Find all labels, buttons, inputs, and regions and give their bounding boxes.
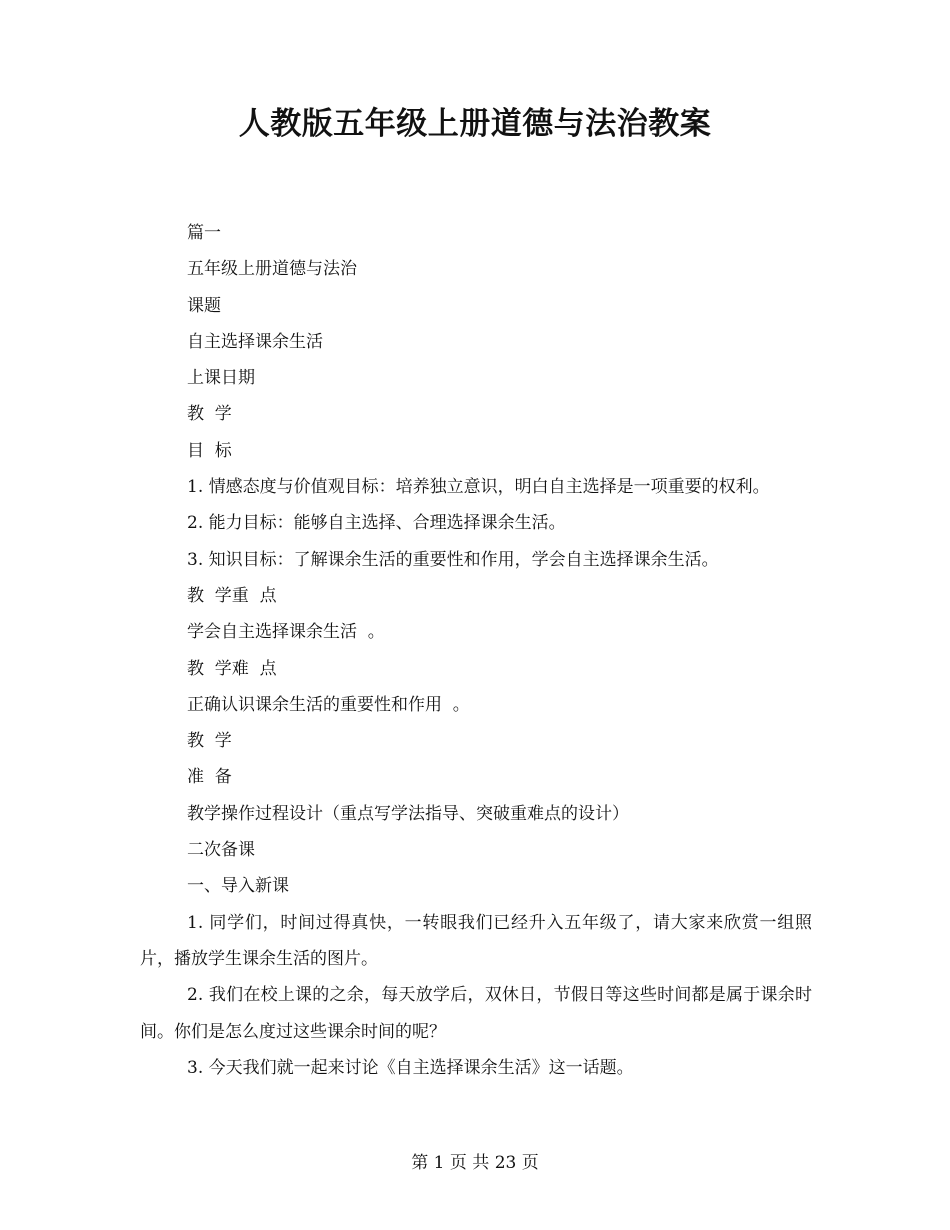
paragraph: 课题	[187, 295, 221, 316]
paragraph: 准 备	[187, 767, 232, 788]
paragraph: 二次备课	[187, 840, 255, 861]
paragraph: 2. 能力目标：能够自主选择、合理选择课余生活。	[187, 513, 566, 534]
paragraph: 五年级上册道德与法治	[187, 259, 357, 280]
paragraph: 教 学重 点	[187, 585, 277, 606]
paragraph: 上课日期	[187, 368, 255, 389]
paragraph: 正确认识课余生活的重要性和作用 。	[187, 694, 470, 715]
document-title: 人教版五年级上册道德与法治教案	[238, 106, 712, 142]
paragraph: 教 学	[187, 731, 232, 752]
paragraph: 1. 情感态度与价值观目标：培养独立意识，明白自主选择是一项重要的权利。	[187, 477, 770, 498]
paragraph: 3. 知识目标：了解课余生活的重要性和作用，学会自主选择课余生活。	[187, 549, 719, 570]
paragraph: 学会自主选择课余生活 。	[187, 622, 385, 643]
paragraph: 2. 我们在校上课的之余，每天放学后，双休日，节假日等这些时间都是属于课余时间。你们是怎么度过这些课余时间的呢？	[140, 985, 812, 1042]
document-body	[140, 215, 812, 1086]
paragraph: 一、导入新课	[187, 876, 289, 897]
paragraph: 1. 同学们，时间过得真快，一转眼我们已经升入五年级了，请大家来欣赏一组照片，播放学生课余生活的图片。	[140, 912, 812, 969]
paragraph: 3. 今天我们就一起来讨论《自主选择课余生活》这一话题。	[187, 1057, 634, 1078]
paragraph: 教学操作过程设计（重点写学法指导、突破重难点的设计）	[187, 803, 629, 824]
page-footer: 第 1 页 共 23 页	[411, 1153, 539, 1173]
paragraph: 目 标	[187, 440, 232, 461]
paragraph: 教 学难 点	[187, 658, 277, 679]
paragraph: 自主选择课余生活	[187, 331, 323, 352]
paragraph: 篇一	[187, 223, 221, 243]
paragraph: 教 学	[187, 404, 232, 425]
